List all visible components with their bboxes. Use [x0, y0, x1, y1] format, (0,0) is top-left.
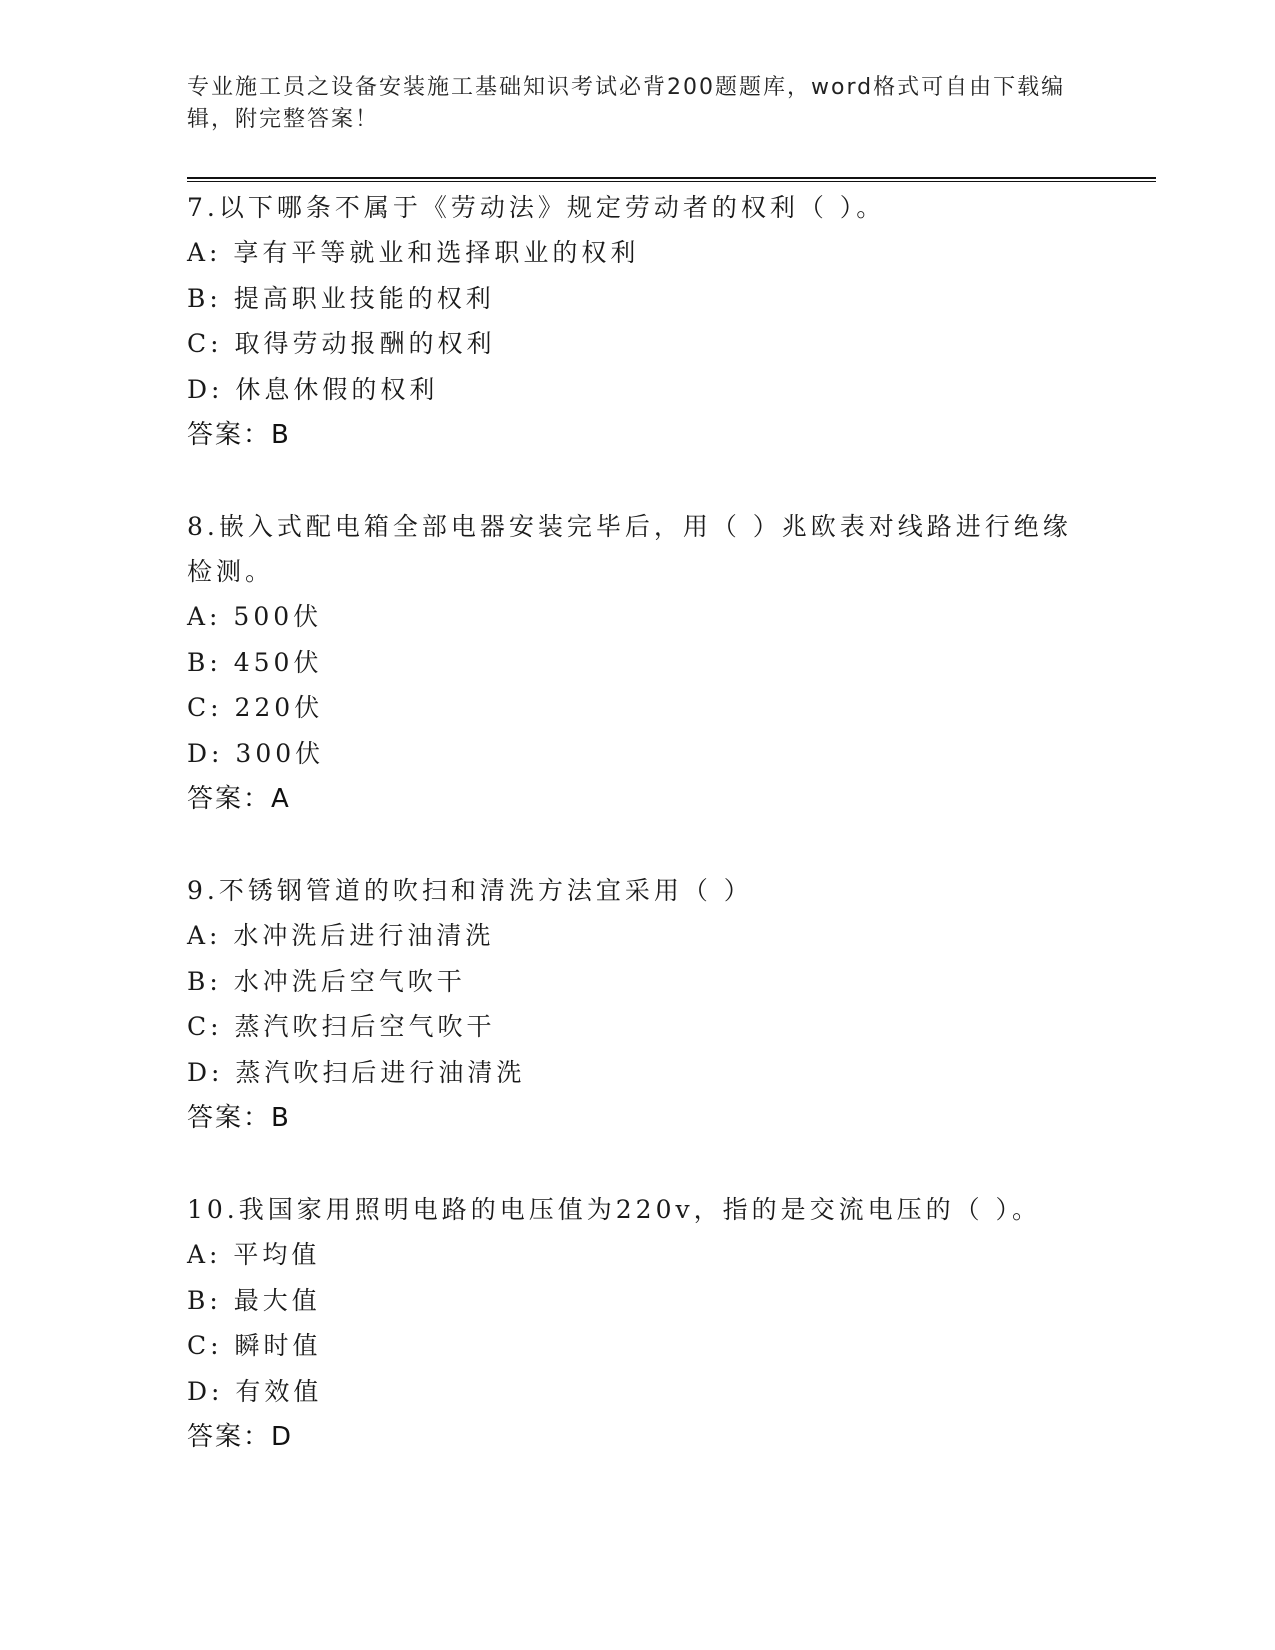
option-c: C: 瞬时值: [187, 1331, 322, 1360]
option-b: B: 最大值: [187, 1285, 321, 1315]
option-c: C: 220伏: [187, 693, 324, 722]
option-c: C: 取得劳动报酬的权利: [187, 329, 496, 358]
question-stem: 8.嵌入式配电箱全部电器安装完毕后，用（ ）兆欧表对线路进行绝缘检测。: [187, 512, 1072, 586]
question-10: [187, 1187, 1087, 1460]
question-stem: 9.不锈钢管道的吹扫和清洗方法宜采用（ ）: [187, 876, 753, 905]
question-list: [187, 185, 1087, 1506]
document-header: 专业施工员之设备安装施工基础知识考试必背200题题库，word格式可自由下载编辑，附完整答案！: [187, 75, 1066, 132]
question-stem: 10.我国家用照明电路的电压值为220v，指的是交流电压的（ ）。: [187, 1195, 1042, 1224]
option-c: C: 蒸汽吹扫后空气吹干: [187, 1012, 496, 1041]
option-d: D: 300伏: [187, 738, 325, 768]
option-a: A: 水冲洗后进行油清洗: [187, 921, 495, 950]
question-7: [187, 185, 1087, 458]
question-stem: 7.以下哪条不属于《劳动法》规定劳动者的权利（ ）。: [187, 193, 886, 222]
header-divider: [187, 177, 1156, 182]
option-d: D: 蒸汽吹扫后进行油清洗: [187, 1057, 526, 1087]
option-b: B: 提高职业技能的权利: [187, 283, 495, 313]
answer-label: 答案：B: [187, 420, 291, 450]
option-b: B: 水冲洗后空气吹干: [187, 966, 466, 996]
answer-label: 答案：B: [187, 1103, 291, 1133]
option-b: B: 450伏: [187, 647, 323, 677]
option-d: D: 休息休假的权利: [187, 374, 439, 404]
option-a: A: 享有平等就业和选择职业的权利: [187, 238, 640, 267]
option-d: D: 有效值: [187, 1376, 323, 1406]
answer-label: 答案：A: [187, 784, 291, 814]
question-9: [187, 868, 1087, 1141]
answer-label: 答案：D: [187, 1422, 294, 1452]
question-8: [187, 504, 1087, 822]
option-a: A: 500伏: [187, 602, 323, 631]
option-a: A: 平均值: [187, 1240, 321, 1269]
